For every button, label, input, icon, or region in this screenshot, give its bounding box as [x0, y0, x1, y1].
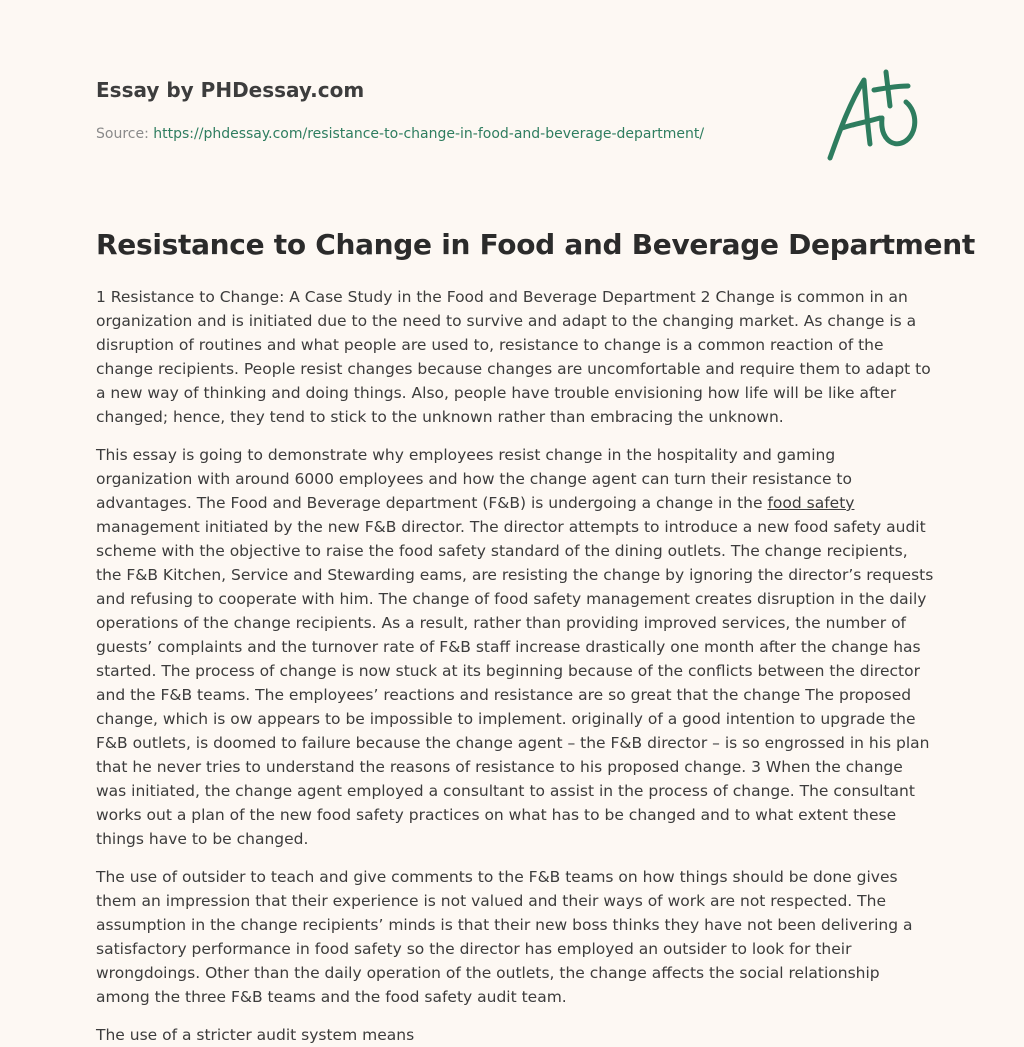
- essay-header: [96, 76, 796, 144]
- essay-body: [96, 285, 936, 1047]
- source-line: [96, 124, 796, 144]
- source-link[interactable]: https://phdessay.com/resistance-to-change-in-food-and-beverage-department/: [153, 126, 705, 142]
- essay-title: Resistance to Change in Food and Beverage Department: [96, 228, 975, 261]
- paragraph-2-text-end: management initiated by the new F&B director. The director attempts to introduce a new food safety audit scheme with the objective to raise the food safety standard of the dining outlets. The change recipients, the F&B Kitchen, Service and Stewarding eams, are resisting the change by ignoring the director’s requests and refusing to cooperate with him. The change of food safety management creates disruption in the daily operations of the change recipients. As a result, rather than providing improved services, the number of guests’ complaints and the turnover rate of F&B staff increase drastically one month after the change has started. The process of change is now stuck at its beginning because of the conflicts between the director and the F&B teams. The employees’ reactions and resistance are so great that the change The proposed change, which is ow appears to be impossible to implement. originally of a good intention to upgrade the F&B outlets, is doomed to failure because the change agent – the F&B director – is so engrossed in his plan that he never tries to understand the reasons of resistance to his proposed change. 3 When the change was initiated, the change agent employed a consultant to assist in the process of change. The consultant works out a plan of the new food safety practices on what has to be changed and to what extent these things have to be changed.: [96, 518, 934, 848]
- essay-paragraph-4: The use of a stricter audit system means: [96, 1026, 415, 1044]
- paragraph-2-text-start: This essay is going to demonstrate why employees resist change in the hospitality and gaming organization with around 6000 employees and how the change agent can turn their resistance to advantages. The Food and Beverage department (F&B) is undergoing a change in the: [96, 446, 852, 512]
- essay-paragraph-2: [96, 443, 936, 851]
- source-label: Source:: [96, 126, 154, 142]
- essay-paragraph-1: 1 Resistance to Change: A Case Study in the Food and Beverage Department 2 Change is common in an organization and is initiated due to the need to survive and adapt to the changing market. As change is a disruption of routines and what people are used to, resistance to change is a common reaction of the change recipients. People resist changes because changes are uncomfortable and require them to adapt to a new way of thinking and doing things. Also, people have trouble envisioning how life will be like after changed; hence, they tend to stick to the unknown rather than embracing the unknown.: [96, 288, 931, 426]
- food-safety-link[interactable]: food safety: [767, 494, 855, 512]
- a-plus-grade-icon: [820, 66, 930, 166]
- site-brand: Essay by PHDessay.com: [96, 78, 365, 102]
- essay-paragraph-3: The use of outsider to teach and give comments to the F&B teams on how things should be done gives them an impression that their experience is not valued and their ways of work are not respected. The assumption in the change recipients’ minds is that their new boss thinks they have not been delivering a satisfactory performance in food safety so the director has employed an outsider to look for their wrongdoings. Other than the daily operation of the outlets, the change affects the social relationship among the three F&B teams and the food safety audit team.: [96, 868, 913, 1006]
